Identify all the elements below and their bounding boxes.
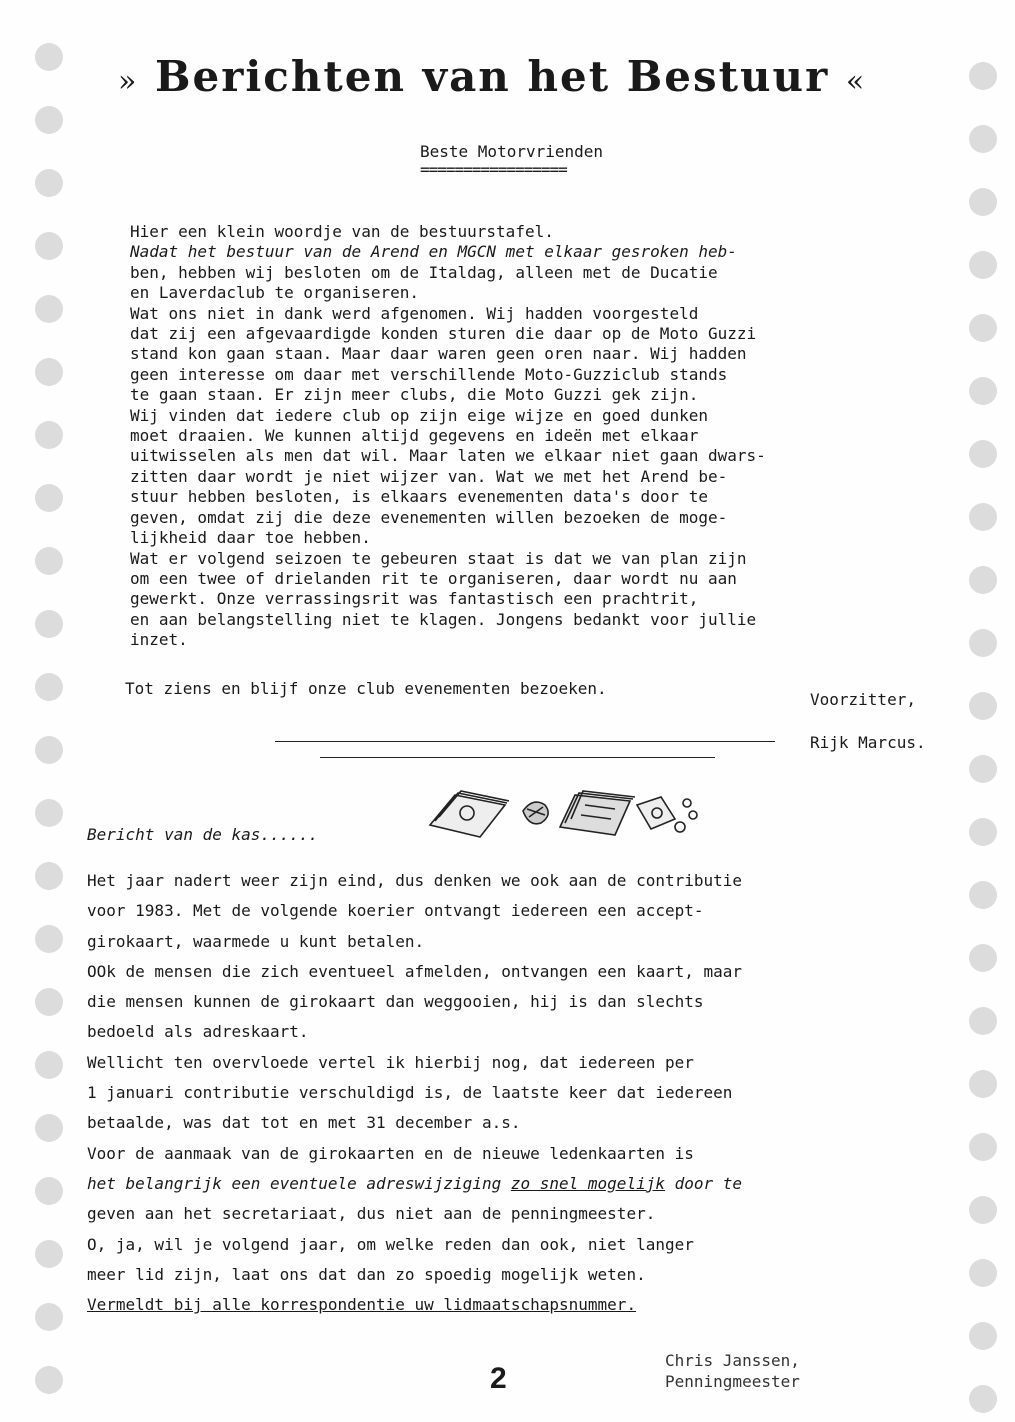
kas-line: Wellicht ten overvloede vertel ik hierbij nog, dat iedereen per: [87, 1052, 694, 1072]
letter-line: lijkheid daar toe hebben.: [130, 528, 371, 548]
section-divider: [275, 741, 775, 742]
letter-line: Wij vinden dat iedere club op zijn eige wijze en goed dunken: [130, 405, 708, 425]
punch-hole-icon: [35, 1240, 63, 1268]
kas-line: Voor de aanmaak van de girokaarten en de nieuwe ledenkaarten is: [87, 1143, 694, 1163]
punch-hole-icon: [35, 1177, 63, 1205]
kas-line: die mensen kunnen de girokaart dan weggooien, hij is dan slechts: [87, 992, 704, 1012]
letter-line: inzet.: [130, 630, 188, 650]
kas-line: OOk de mensen die zich eventueel afmelden, ontvangen een kaart, maar: [87, 961, 743, 981]
chair-signature-name: Rijk Marcus.: [810, 733, 926, 752]
letter-closing: Tot ziens en blijf onze club evenementen bezoeken.: [125, 679, 607, 698]
punch-hole-icon: [35, 988, 63, 1016]
kas-heading: Bericht van de kas......: [87, 825, 319, 844]
letter-line: geen interesse om daar met verschillende Moto-Guzziclub stands: [130, 364, 728, 384]
letter-line: Wat er volgend seizoen te gebeuren staat is dat we van plan zijn: [130, 548, 747, 568]
punch-hole-icon: [35, 421, 63, 449]
kas-line: bedoeld als adreskaart.: [87, 1022, 309, 1042]
punch-hole-icon: [969, 503, 997, 531]
punch-hole-icon: [969, 1385, 997, 1413]
treasurer-role: Penningmeester: [665, 1372, 800, 1391]
letter-line: geven, omdat zij die deze evenementen willen bezoeken de moge-: [130, 507, 728, 527]
punch-holes-left: [0, 0, 60, 1422]
letter-line: te gaan staan. Er zijn meer clubs, die Moto Guzzi gek zijn.: [130, 385, 699, 405]
letter-greeting: Beste Motorvrienden: [420, 142, 604, 161]
letter-line: Hier een klein woordje van de bestuurstafel.: [130, 222, 554, 241]
title-open-quote: »: [118, 64, 139, 99]
punch-hole-icon: [969, 818, 997, 846]
punch-hole-icon: [35, 1051, 63, 1079]
page-number: 2: [490, 1362, 507, 1395]
title-close-quote: «: [845, 64, 867, 99]
punch-hole-icon: [35, 799, 63, 827]
kas-emphasis-post: door te: [664, 1173, 743, 1193]
punch-hole-icon: [969, 125, 997, 153]
punch-hole-icon: [969, 377, 997, 405]
punch-hole-icon: [35, 547, 63, 575]
letter-line: moet draaien. We kunnen altijd gegevens en ideën met elkaar: [130, 426, 699, 446]
punch-hole-icon: [969, 1133, 997, 1161]
punch-holes-right: [955, 0, 1015, 1422]
letter-line: uitwisselen als men dat wil. Maar laten we elkaar niet gaan dwars-: [130, 446, 766, 466]
kas-emphasis-pre: het belangrijk een eventuele adreswijziging: [87, 1173, 511, 1193]
punch-hole-icon: [969, 62, 997, 90]
punch-hole-icon: [969, 251, 997, 279]
punch-hole-icon: [35, 736, 63, 764]
punch-hole-icon: [35, 232, 63, 260]
punch-hole-icon: [969, 188, 997, 216]
section-divider: [320, 757, 715, 758]
kas-emphasis-underlined: zo snel mogelijk: [510, 1173, 665, 1193]
kas-line: O, ja, wil je volgend jaar, om welke reden dan ook, niet langer: [87, 1234, 694, 1254]
page-title: [118, 52, 878, 101]
punch-hole-icon: [969, 1070, 997, 1098]
punch-hole-icon: [969, 944, 997, 972]
letter-line: en Laverdaclub te organiseren.: [130, 283, 419, 303]
punch-hole-icon: [35, 1303, 63, 1331]
punch-hole-icon: [969, 881, 997, 909]
punch-hole-icon: [35, 484, 63, 512]
punch-hole-icon: [35, 673, 63, 701]
punch-hole-icon: [35, 862, 63, 890]
kas-line: Het jaar nadert weer zijn eind, dus denken we ook aan de contributie: [87, 871, 743, 890]
punch-hole-icon: [35, 106, 63, 134]
punch-hole-icon: [969, 692, 997, 720]
letter-line: dat zij een afgevaardigde konden sturen die daar op de Moto Guzzi: [130, 324, 757, 344]
letter-line: stand kon gaan staan. Maar daar waren geen oren naar. Wij hadden: [130, 344, 747, 364]
punch-hole-icon: [969, 1259, 997, 1287]
greeting-underline: =================: [420, 160, 567, 179]
punch-hole-icon: [969, 566, 997, 594]
letter-line: stuur hebben besloten, is elkaars evenementen data's door te: [130, 487, 708, 507]
punch-hole-icon: [35, 1114, 63, 1142]
kas-line: voor 1983. Met de volgende koerier ontvangt iedereen een accept-: [87, 901, 704, 921]
treasurer-name: Chris Janssen,: [665, 1351, 800, 1370]
kas-line: girokaart, waarmede u kunt betalen.: [87, 931, 425, 951]
letter-line: gewerkt. Onze verrassingsrit was fantastisch een prachtrit,: [130, 589, 699, 609]
punch-hole-icon: [35, 358, 63, 386]
punch-hole-icon: [969, 1322, 997, 1350]
punch-hole-icon: [969, 755, 997, 783]
punch-hole-icon: [35, 43, 63, 71]
punch-hole-icon: [969, 1196, 997, 1224]
punch-hole-icon: [969, 314, 997, 342]
letter-body: [130, 222, 950, 651]
letter-line: Wat ons niet in dank werd afgenomen. Wij hadden voorgesteld: [130, 303, 699, 323]
letter-line: Nadat het bestuur van de Arend en MGCN met elkaar gesroken heb-: [130, 242, 737, 262]
punch-hole-icon: [35, 295, 63, 323]
kas-line: 1 januari contributie verschuldigd is, de laatste keer dat iedereen: [87, 1083, 733, 1103]
letter-line: en aan belangstelling niet te klagen. Jongens bedankt voor jullie: [130, 609, 757, 629]
kas-line: geven aan het secretariaat, dus niet aan de penningmeester.: [87, 1204, 656, 1224]
punch-hole-icon: [35, 169, 63, 197]
punch-hole-icon: [969, 440, 997, 468]
letter-line: om een twee of drielanden rit te organiseren, daar wordt nu aan: [130, 568, 737, 588]
punch-hole-icon: [969, 1007, 997, 1035]
kas-body: [87, 866, 927, 1320]
money-stack-icon: [425, 775, 705, 843]
title-text: Berichten van het Bestuur: [154, 52, 830, 101]
punch-hole-icon: [35, 925, 63, 953]
kas-line: meer lid zijn, laat ons dat dan zo spoedig mogelijk weten.: [87, 1264, 646, 1284]
letter-line: zitten daar wordt je niet wijzer van. Wat we met het Arend be-: [130, 466, 728, 486]
punch-hole-icon: [35, 1366, 63, 1394]
kas-final-line: Vermeldt bij alle korrespondentie uw lidmaatschapsnummer.: [87, 1295, 637, 1315]
punch-hole-icon: [969, 629, 997, 657]
kas-emphasis-line: [87, 1169, 927, 1199]
kas-line: betaalde, was dat tot en met 31 december a.s.: [87, 1113, 521, 1133]
letter-line: ben, hebben wij besloten om de Italdag, alleen met de Ducatie: [130, 262, 718, 282]
chair-signature-role: Voorzitter,: [810, 690, 916, 709]
treasurer-signature: [665, 1350, 800, 1392]
punch-hole-icon: [35, 610, 63, 638]
